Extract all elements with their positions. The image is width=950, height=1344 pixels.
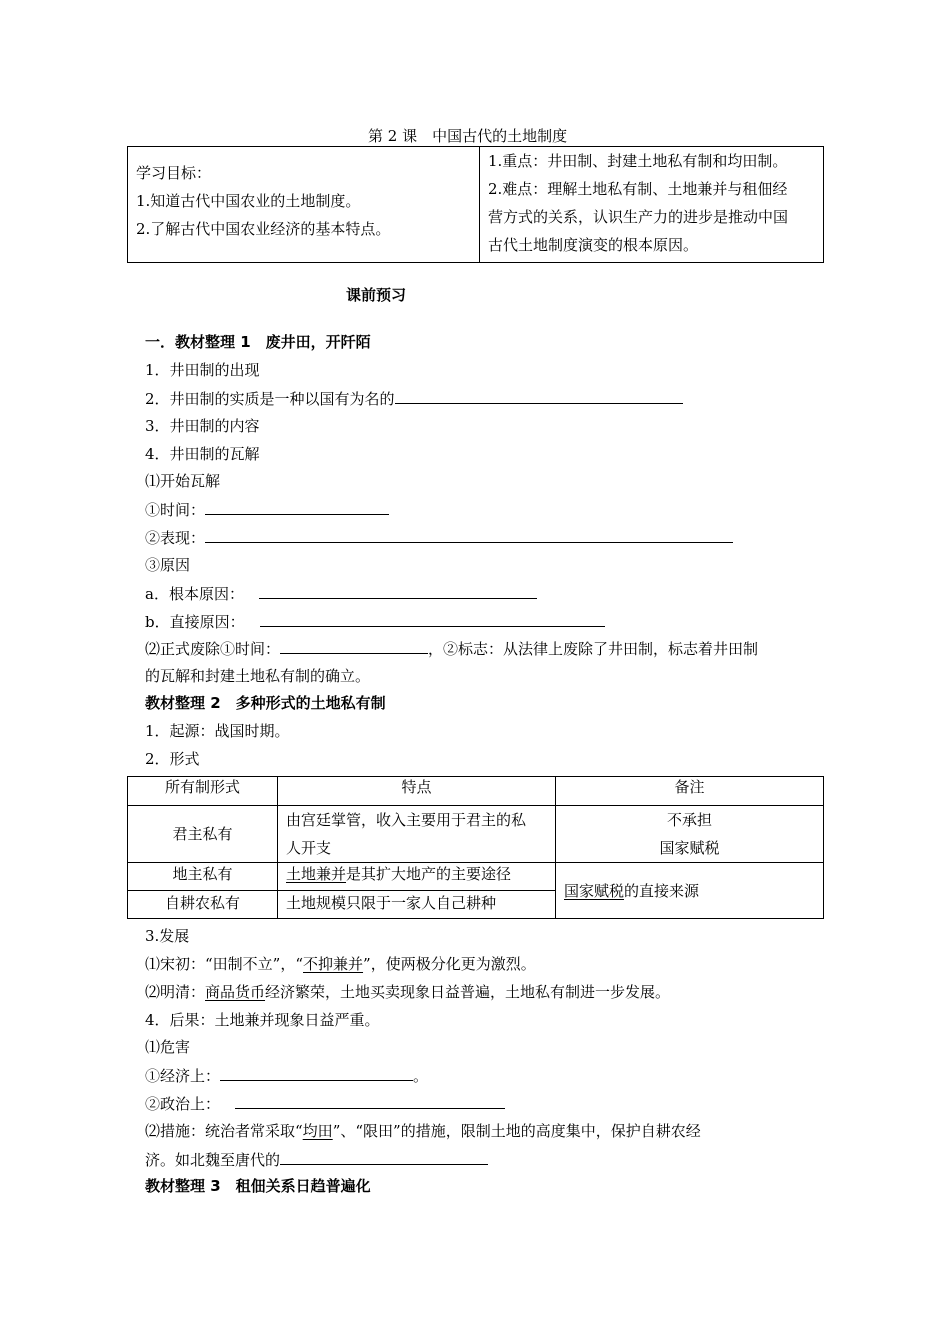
s1-line-6 — [145, 499, 389, 520]
s1-line-1: 1．井田制的出现 — [145, 361, 260, 379]
section-2-heading: 教材整理 2 多种形式的土地私有制 — [145, 694, 386, 712]
s2-line-11-text: 济。如北魏至唐代的 — [145, 1151, 281, 1169]
note-line: 国家赋税 — [659, 839, 720, 857]
underlined-term: 不抑兼并 — [303, 955, 364, 973]
form-landlord: 地主私有 — [128, 863, 278, 891]
fill-blank[interactable] — [280, 1149, 488, 1165]
underlined-term: 国家赋税 — [564, 881, 625, 900]
goals-heading: 学习目标： — [136, 164, 212, 182]
difficult-point-line: 古代土地制度演变的根本原因。 — [488, 236, 699, 254]
fill-blank[interactable] — [235, 1093, 505, 1109]
page-title: 第 2 课 中国古代的土地制度 — [368, 127, 568, 145]
s2-line-9 — [145, 1093, 505, 1114]
s2-line-11 — [145, 1149, 488, 1170]
s1-line-11 — [145, 638, 758, 659]
feature-line: 由宫廷掌管，收入主要用于君主的私 — [286, 811, 527, 829]
s1-line-11-rest: ，②标志：从法律上废除了井田制，标志着井田制 — [428, 640, 759, 658]
s2-line-10-text: ⑵措施：统治者常采取“ — [145, 1122, 303, 1140]
underlined-term: 均田 — [302, 1122, 333, 1140]
fill-blank[interactable] — [395, 388, 683, 404]
header-feature: 特点 — [278, 777, 556, 806]
goal-item: 1.知道古代中国农业的土地制度。 — [136, 192, 361, 210]
s2-line-1: 1．起源：战国时期。 — [145, 722, 290, 740]
section-3-heading: 教材整理 3 租佃关系日趋普遍化 — [145, 1177, 371, 1195]
form-monarch: 君主私有 — [128, 806, 278, 863]
s2-line-9-text: ②政治上： — [145, 1095, 221, 1113]
ownership-table — [127, 776, 824, 919]
s1-line-4: 4．井田制的瓦解 — [145, 445, 260, 463]
s2-line-6: 4．后果：土地兼并现象日益严重。 — [145, 1011, 380, 1029]
goal-item: 2.了解古代中国农业经济的基本特点。 — [136, 220, 391, 238]
fill-blank[interactable] — [260, 611, 605, 627]
s2-line-4 — [145, 954, 536, 974]
s1-line-11-text: ⑵正式废除①时间： — [145, 640, 281, 658]
s1-line-10 — [145, 611, 605, 632]
s2-line-5 — [145, 982, 670, 1002]
note-monarch — [556, 806, 824, 863]
s1-line-7-text: ②表现： — [145, 529, 206, 547]
s2-line-8-text: ①经济上： — [145, 1067, 221, 1085]
note-landlord-peasant — [556, 863, 824, 919]
underlined-term: 土地兼并 — [286, 865, 347, 883]
underlined-term: 商品货币 — [205, 983, 266, 1001]
feature-peasant: 土地规模只限于一家人自己耕种 — [278, 891, 556, 919]
s1-line-12: 的瓦解和封建土地私有制的确立。 — [145, 667, 371, 685]
s2-line-7: ⑴危害 — [145, 1038, 191, 1056]
s2-line-10-rest: ”、“限田”的措施，限制土地的高度集中，保护自耕农经 — [332, 1122, 701, 1140]
fill-blank[interactable] — [259, 583, 537, 599]
key-point: 1.重点：井田制、封建土地私有制和均田制。 — [488, 152, 788, 170]
difficult-point-line: 2.难点：理解土地私有制、土地兼并与租佃经 — [488, 180, 788, 198]
s1-line-3: 3．井田制的内容 — [145, 417, 260, 435]
s1-line-2 — [145, 388, 683, 409]
s1-line-8: ③原因 — [145, 556, 191, 574]
s1-line-2-text: 2．井田制的实质是一种以国有为名的 — [145, 390, 395, 408]
feature-line: 人开支 — [286, 839, 332, 857]
fill-blank[interactable] — [205, 527, 733, 543]
s1-line-9-text: a．根本原因： — [145, 585, 244, 603]
feature-monarch — [278, 806, 556, 863]
note-text: 的直接来源 — [624, 881, 700, 900]
s1-line-5: ⑴开始瓦解 — [145, 472, 221, 490]
s2-line-5-text: ⑵明清： — [145, 983, 206, 1001]
s2-line-5-rest: 经济繁荣，土地买卖现象日益普遍，土地私有制进一步发展。 — [265, 983, 671, 1001]
fill-blank[interactable] — [205, 499, 389, 515]
header-note: 备注 — [556, 777, 824, 806]
s1-line-10-text: b．直接原因： — [145, 613, 245, 631]
feature-text: 是其扩大地产的主要途径 — [346, 865, 512, 883]
section-1-heading: 一．教材整理 1 废井田，开阡陌 — [145, 333, 371, 351]
s1-line-6-text: ①时间： — [145, 501, 206, 519]
fill-blank[interactable] — [280, 638, 428, 654]
s1-line-7 — [145, 527, 733, 548]
s1-line-9 — [145, 583, 537, 604]
goals-table — [127, 146, 824, 263]
header-form: 所有制形式 — [128, 777, 278, 806]
s2-line-4-rest: ”，使两极分化更为激烈。 — [363, 955, 536, 973]
s2-line-8 — [145, 1065, 428, 1086]
key-points-cell — [480, 147, 824, 263]
goals-cell — [128, 147, 480, 263]
s2-line-3: 3.发展 — [145, 927, 190, 945]
s2-line-8-rest: 。 — [413, 1067, 429, 1085]
form-peasant: 自耕农私有 — [128, 891, 278, 919]
difficult-point-line: 营方式的关系，认识生产力的进步是推动中国 — [488, 208, 789, 226]
s2-line-10 — [145, 1121, 701, 1141]
feature-landlord — [278, 863, 556, 891]
s2-line-2: 2．形式 — [145, 750, 200, 768]
note-line: 不承担 — [666, 811, 712, 829]
s2-line-4-text: ⑴宋初：“田制不立”，“ — [145, 955, 304, 973]
fill-blank[interactable] — [220, 1065, 413, 1081]
preview-heading: 课前预习 — [346, 286, 407, 304]
